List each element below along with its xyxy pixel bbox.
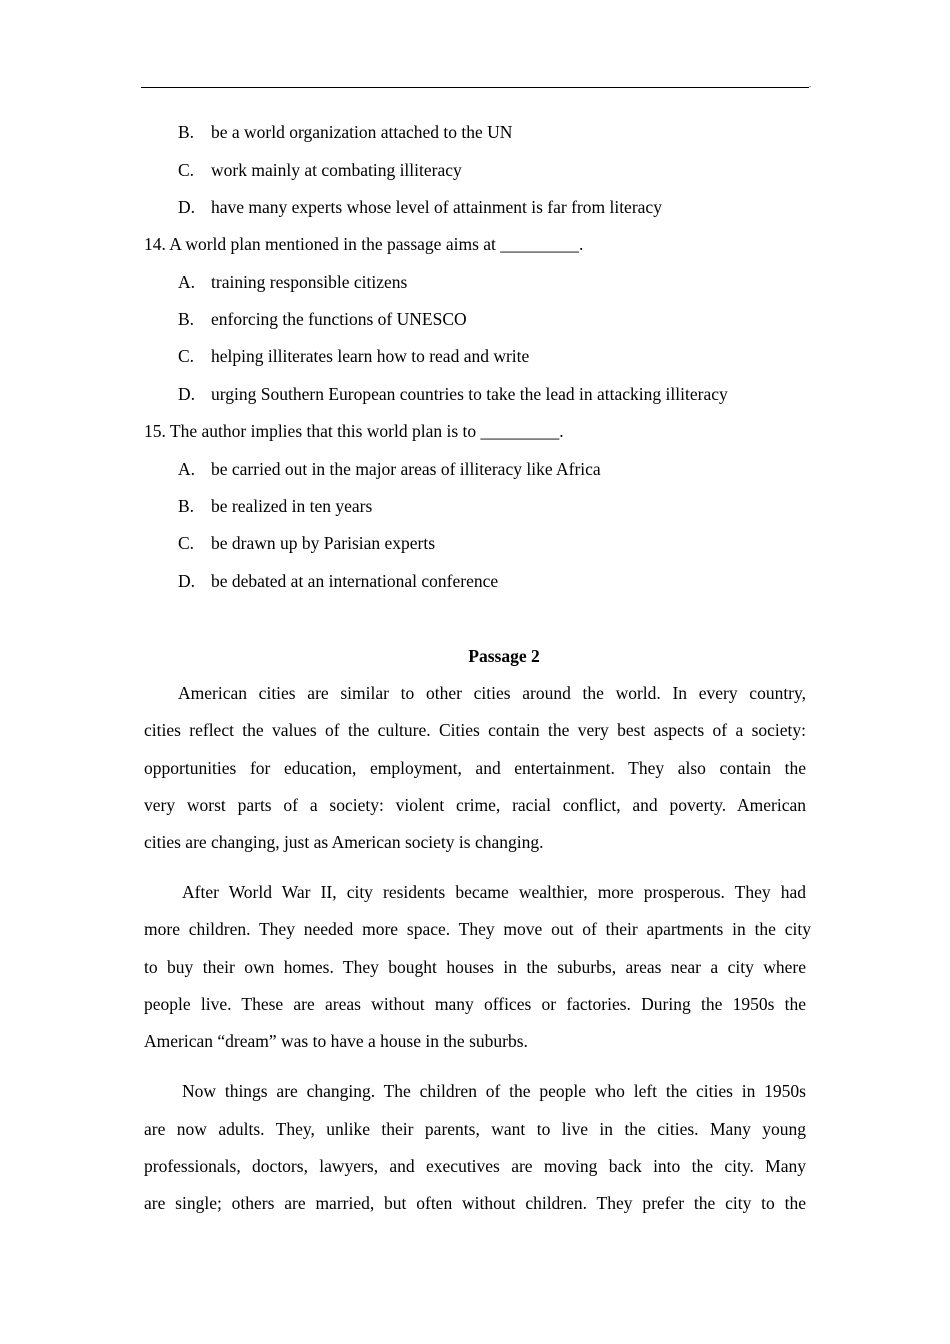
option-text: be realized in ten years [211, 496, 373, 516]
paragraph-line: to buy their own homes. They bought houses in the suburbs, areas near a city where [144, 957, 806, 977]
option-text: be carried out in the major areas of illiteracy like Africa [211, 459, 601, 479]
paragraph-line: American cities are similar to other cities around the world. In every country, [178, 683, 806, 703]
paragraph-line: very worst parts of a society: violent crime, racial conflict, and poverty. American [144, 795, 806, 815]
option-text: be debated at an international conference [211, 571, 499, 591]
paragraph-line: more children. They needed more space. They move out of their apartments in the city [144, 919, 811, 939]
option-letter: D. [178, 384, 196, 404]
passage-title: Passage 2 [468, 646, 540, 666]
option-letter: A. [178, 272, 196, 292]
paragraph-line: cities are changing, just as American society is changing. [144, 832, 544, 852]
option-letter: A. [178, 459, 196, 479]
option-letter: C. [178, 160, 195, 180]
option-text: helping illiterates learn how to read and write [211, 346, 530, 366]
paragraph-line: professionals, doctors, lawyers, and executives are moving back into the city. Many [144, 1156, 806, 1176]
paragraph-line: cities reflect the values of the culture. Cities contain the very best aspects of a society: [144, 720, 806, 740]
option-letter: D. [178, 197, 196, 217]
paragraph-line: After World War II, city residents became wealthier, more prosperous. They had [182, 882, 806, 902]
option-letter: C. [178, 533, 195, 553]
question-stem: 14. A world plan mentioned in the passage aims at _________. [144, 234, 584, 254]
option-text: enforcing the functions of UNESCO [211, 309, 467, 329]
header-mark: . [809, 80, 811, 89]
option-letter: B. [178, 309, 195, 329]
option-letter: C. [178, 346, 195, 366]
option-text: urging Southern European countries to take the lead in attacking illiteracy [211, 384, 728, 404]
header-rule [141, 87, 809, 88]
option-letter: B. [178, 122, 195, 142]
option-letter: B. [178, 496, 195, 516]
option-text: work mainly at combating illiteracy [211, 160, 462, 180]
paragraph-line: are single; others are married, but often without children. They prefer the city to the [144, 1193, 806, 1213]
option-text: be drawn up by Parisian experts [211, 533, 436, 553]
paragraph-line: people live. These are areas without many offices or factories. During the 1950s the [144, 994, 806, 1014]
option-text: be a world organization attached to the UN [211, 122, 513, 142]
option-text: training responsible citizens [211, 272, 408, 292]
paragraph-line: are now adults. They, unlike their parents, want to live in the cities. Many young [144, 1119, 806, 1139]
option-letter: D. [178, 571, 196, 591]
question-stem: 15. The author implies that this world plan is to _________. [144, 421, 564, 441]
paragraph-line: American “dream” was to have a house in the suburbs. [144, 1031, 528, 1051]
paragraph-line: opportunities for education, employment, and entertainment. They also contain the [144, 758, 806, 778]
option-text: have many experts whose level of attainment is far from literacy [211, 197, 662, 217]
paragraph-line: Now things are changing. The children of the people who left the cities in 1950s [182, 1081, 806, 1101]
